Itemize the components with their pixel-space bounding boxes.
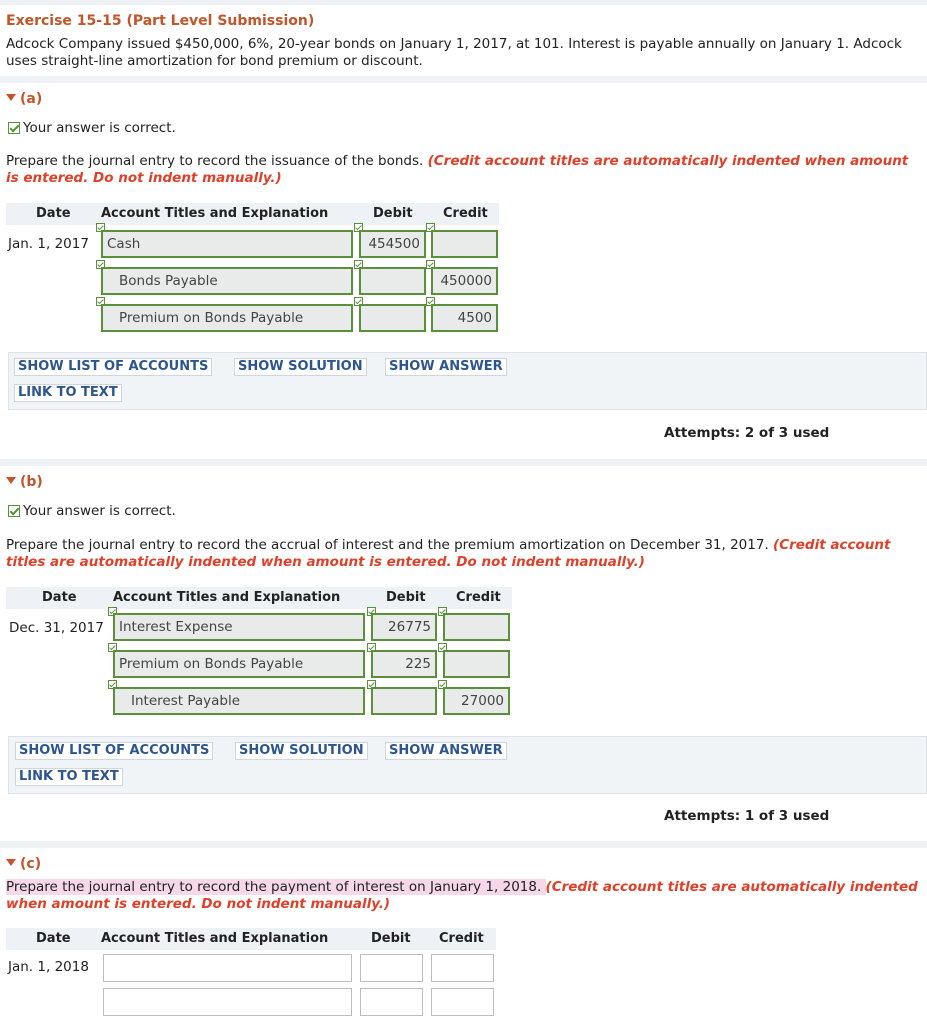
header-debit: Debit: [373, 206, 413, 221]
header-debit: Debit: [386, 590, 426, 605]
show-list-of-accounts-button[interactable]: SHOW LIST OF ACCOUNTS: [15, 742, 213, 760]
part-c-note: (Credit account titles are automatically indented when amount is entered. Do not indent manually.): [6, 879, 918, 912]
part-b-row1-debit[interactable]: 26775: [371, 613, 437, 641]
part-a-label: (a): [20, 91, 43, 107]
part-c-header[interactable]: [6, 856, 41, 872]
show-solution-button[interactable]: SHOW SOLUTION: [234, 358, 367, 376]
part-a-status-text: Your answer is correct.: [23, 120, 176, 136]
part-a-date: Jan. 1, 2017: [8, 236, 89, 252]
part-a-row2-account[interactable]: Bonds Payable: [101, 267, 353, 295]
part-b-row3-debit[interactable]: [371, 687, 437, 715]
part-b-row2-debit[interactable]: 225: [371, 650, 437, 678]
part-a-row2-credit[interactable]: 450000: [431, 267, 498, 295]
part-a-prompt-text: Prepare the journal entry to record the issuance of the bonds.: [6, 153, 428, 169]
part-b-row1-credit[interactable]: [443, 613, 510, 641]
part-a-row1-credit[interactable]: [431, 230, 498, 258]
part-c-row1-account[interactable]: [103, 954, 352, 982]
part-c-prompt-text: Prepare the journal entry to record the payment of interest on January 1, 2018.: [6, 879, 546, 895]
part-c-row2-credit[interactable]: [431, 988, 494, 1016]
header-date: Date: [36, 931, 71, 946]
part-c-prompt: [6, 879, 922, 913]
header-date: Date: [42, 590, 77, 605]
part-b-prompt-text: Prepare the journal entry to record the accrual of interest and the premium amortization on December 31, 2017.: [6, 537, 774, 553]
part-b-status: [8, 503, 176, 519]
part-b-table-header: [6, 587, 512, 609]
part-a-row2-debit[interactable]: [359, 267, 426, 295]
part-b-note: (Credit account titles are automatically indented when amount is entered. Do not indent manually.): [6, 537, 891, 570]
header-account: Account Titles and Explanation: [101, 931, 329, 946]
part-a-attempts: Attempts: 2 of 3 used: [664, 425, 830, 441]
part-a-table-header: [6, 203, 499, 225]
part-a-row3-debit[interactable]: [359, 304, 426, 332]
part-c-label: (c): [20, 856, 42, 872]
section-divider: [0, 76, 927, 83]
part-b-label: (b): [20, 474, 43, 490]
part-b-date: Dec. 31, 2017: [9, 620, 104, 636]
collapse-triangle-icon: [6, 859, 16, 866]
part-a-row1-debit[interactable]: 454500: [359, 230, 426, 258]
part-b-header[interactable]: [6, 474, 43, 490]
part-a-button-panel: [8, 352, 927, 410]
section-divider: [0, 841, 927, 848]
link-to-text-button[interactable]: LINK TO TEXT: [14, 384, 122, 402]
header-account: Account Titles and Explanation: [113, 590, 341, 605]
part-c-row2-debit[interactable]: [360, 988, 423, 1016]
section-divider: [0, 459, 927, 466]
checkmark-icon: [8, 505, 20, 517]
part-c-row1-credit[interactable]: [431, 954, 494, 982]
part-b-prompt: [6, 537, 922, 571]
collapse-triangle-icon: [6, 477, 16, 484]
part-c-date: Jan. 1, 2018: [8, 959, 89, 975]
header-credit: Credit: [456, 590, 501, 605]
show-answer-button[interactable]: SHOW ANSWER: [385, 358, 507, 376]
header-debit: Debit: [371, 931, 411, 946]
part-a-note: (Credit account titles are automatically indented when amount is entered. Do not indent manually.): [6, 153, 909, 186]
part-a-row3-credit[interactable]: 4500: [431, 304, 498, 332]
part-b-row3-account[interactable]: Interest Payable: [113, 687, 365, 715]
link-to-text-button[interactable]: LINK TO TEXT: [15, 768, 123, 786]
show-list-of-accounts-button[interactable]: SHOW LIST OF ACCOUNTS: [14, 358, 212, 376]
exercise-title: Exercise 15-15 (Part Level Submission): [6, 13, 315, 29]
part-c-table-header: [6, 928, 496, 950]
header-credit: Credit: [439, 931, 484, 946]
checkmark-icon: [8, 122, 20, 134]
part-b-row1-account[interactable]: Interest Expense: [113, 613, 365, 641]
header-account: Account Titles and Explanation: [101, 206, 329, 221]
part-c-row1-debit[interactable]: [360, 954, 423, 982]
part-a-row1-account[interactable]: Cash: [101, 230, 353, 258]
show-answer-button[interactable]: SHOW ANSWER: [385, 742, 507, 760]
top-bar: [0, 0, 927, 5]
part-a-status: [8, 120, 176, 136]
part-b-row2-credit[interactable]: [443, 650, 510, 678]
part-b-attempts: Attempts: 1 of 3 used: [664, 808, 830, 824]
part-b-button-panel: [8, 736, 927, 794]
header-credit: Credit: [443, 206, 488, 221]
show-solution-button[interactable]: SHOW SOLUTION: [235, 742, 368, 760]
part-c-row2-account[interactable]: [103, 988, 352, 1016]
part-b-status-text: Your answer is correct.: [23, 503, 176, 519]
part-a-prompt: [6, 153, 922, 187]
collapse-triangle-icon: [6, 94, 16, 101]
header-date: Date: [36, 206, 71, 221]
part-b-row2-account[interactable]: Premium on Bonds Payable: [113, 650, 365, 678]
part-a-row3-account[interactable]: Premium on Bonds Payable: [101, 304, 353, 332]
exercise-description: Adcock Company issued $450,000, 6%, 20-year bonds on January 1, 2017, at 101. Interest is payable annually on January 1. Adcock uses straight-line amortization for bond premium or discount.: [6, 36, 902, 69]
part-a-header[interactable]: [6, 91, 42, 107]
part-b-row3-credit[interactable]: 27000: [443, 687, 510, 715]
